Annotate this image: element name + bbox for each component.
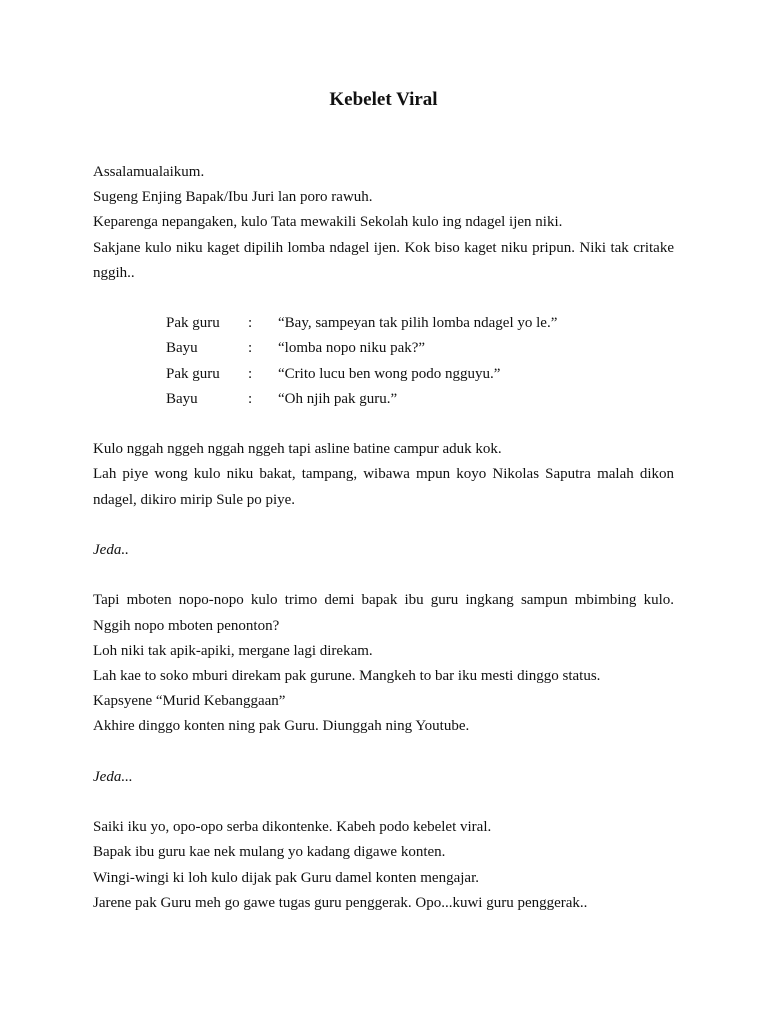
- dialogue-row: [166, 387, 674, 412]
- opening-line: Keparenga nepangaken, kulo Tata mewakili Sekolah kulo ing ndagel ijen niki.: [93, 214, 563, 231]
- dialogue-line: “Crito lucu ben wong podo ngguyu.”: [278, 365, 501, 382]
- opening-line: Assalamualaikum.: [93, 164, 205, 180]
- spacer: [93, 740, 674, 765]
- section3-line: Akhire dinggo konten ning pak Guru. Diunggah ning Youtube.: [93, 718, 470, 735]
- dialogue-line: “Bay, sampeyan tak pilih lomba ndagel yo le.”: [278, 315, 558, 332]
- section3-line: Loh niki tak apik-apiki, mergane lagi direkam.: [93, 642, 373, 659]
- spacer: [93, 412, 674, 437]
- dialogue-separator: :: [248, 390, 253, 407]
- section4-line: Wingi-wingi ki loh kulo dijak pak Guru damel konten mengajar.: [93, 869, 479, 886]
- spacer: [93, 563, 674, 588]
- dialogue-block: [93, 311, 674, 412]
- dialogue-separator: :: [248, 365, 253, 382]
- dialogue-row: [166, 311, 674, 336]
- section3-line: Kapsyene “Murid Kebanggaan”: [93, 693, 286, 710]
- spacer: [93, 513, 674, 538]
- spacer: [93, 286, 674, 311]
- spacer: [93, 790, 674, 815]
- section2-line: Lah piye wong kulo niku bakat, tampang, wibawa mpun koyo Nikolas Saputra malah dikon ndagel, dikiro mirip Sule po piye.: [93, 466, 674, 508]
- section3-line: Lah kae to soko mburi direkam pak gurune. Mangkeh to bar iku mesti dinggo status.: [93, 667, 601, 684]
- section4-line: Saiki iku yo, opo-opo serba dikontenke. Kabeh podo kebelet viral.: [93, 819, 492, 836]
- dialogue-speaker: Bayu: [166, 390, 198, 407]
- dialogue-speaker: Pak guru: [166, 315, 220, 332]
- dialogue-speaker: Bayu: [166, 340, 198, 357]
- section4-line: Jarene pak Guru meh go gawe tugas guru penggerak. Opo...kuwi guru penggerak..: [93, 894, 588, 911]
- section3-line: Tapi mboten nopo-nopo kulo trimo demi bapak ibu guru ingkang sampun mbimbing kulo. Nggih nopo mboten penonton?: [93, 592, 674, 634]
- pause-note: Jeda..: [93, 541, 129, 558]
- dialogue-row: [166, 336, 674, 361]
- dialogue-speaker: Pak guru: [166, 365, 220, 382]
- document-title: Kebelet Viral: [329, 89, 438, 110]
- dialogue-line: “Oh njih pak guru.”: [278, 390, 398, 407]
- dialogue-separator: :: [248, 340, 253, 357]
- section2-line: Kulo nggah nggeh nggah nggeh tapi asline batine campur aduk kok.: [93, 441, 502, 458]
- dialogue-separator: :: [248, 315, 253, 332]
- dialogue-row: [166, 362, 674, 387]
- section4-line: Bapak ibu guru kae nek mulang yo kadang digawe konten.: [93, 844, 446, 861]
- document-body: [93, 160, 674, 916]
- pause-note: Jeda...: [93, 768, 133, 785]
- opening-line: Sakjane kulo niku kaget dipilih lomba ndagel ijen. Kok biso kaget niku pripun. Niki tak critake nggih..: [93, 239, 674, 281]
- dialogue-line: “lomba nopo niku pak?”: [278, 340, 426, 357]
- opening-line: Sugeng Enjing Bapak/Ibu Juri lan poro rawuh.: [93, 189, 373, 206]
